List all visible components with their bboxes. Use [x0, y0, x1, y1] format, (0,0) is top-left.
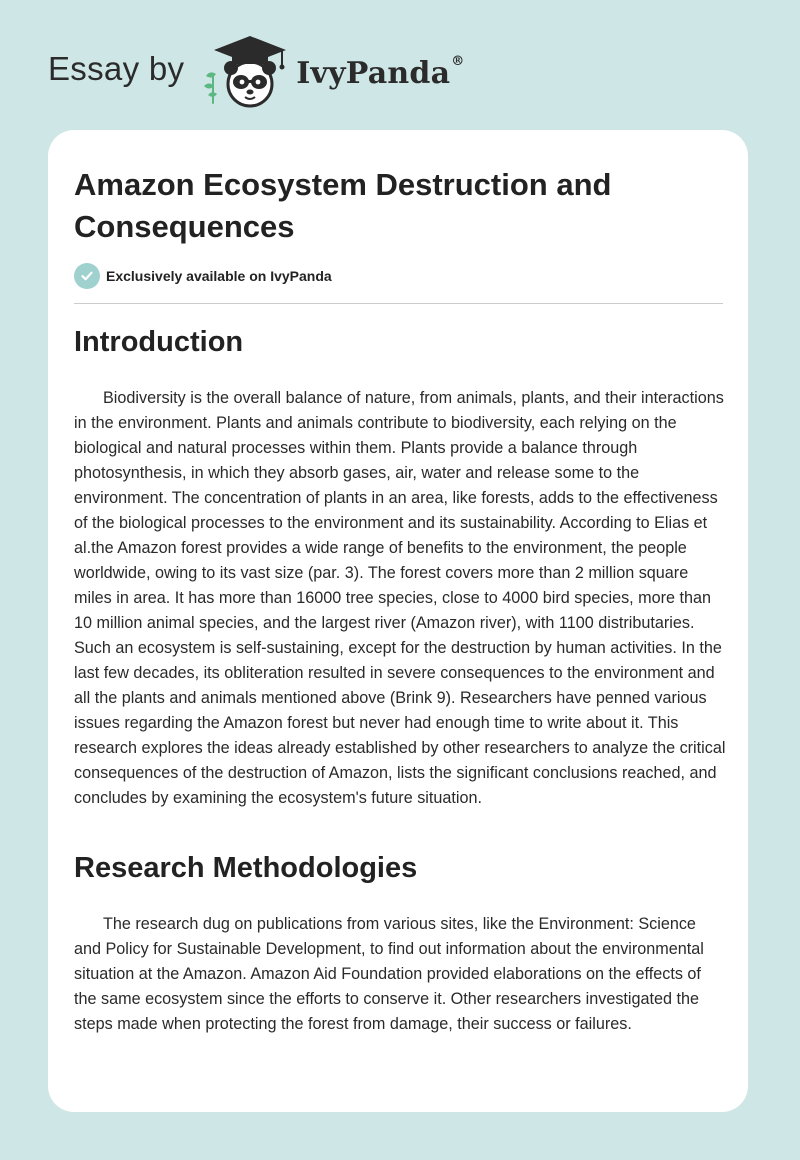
essay-title: Amazon Ecosystem Destruction and Consequences: [74, 167, 612, 244]
title-divider: [74, 303, 723, 304]
section-body-introduction: Biodiversity is the overall balance of nature, from animals, plants, and their interactions in the environment. Plants and animals contribute to biodiversity, each relying on the biological and natural processes within them. Plants provide a balance through photosynthesis, in which they absorb gases, air, water and release some to the environment. The concentration of plants in an area, like forests, adds to the effectiveness of the biological processes to the environment and its sustainability. According to Elias et al.the Amazon forest provides a wide range of benefits to the environment, the people worldwide, owing to its vast size (par. 3). The forest covers more than 2 million square miles in area. It has more than 16000 tree species, close to 4000 bird species, more than 10 million animal species, and the largest river (Amazon river), with 1100 distributaries. Such an ecosystem is self-sustaining, except for the destruction by human activities. In the last few decades, its obliteration resulted in severe consequences to the environment and all the plants and animals mentioned above (Brink 9). Researchers have penned various issues regarding the Amazon forest but never had enough time to write about it. This research explores the ideas already established by other researchers to analyze the critical consequences of the destruction of Amazon, lists the significant conclusions reached, and concludes by examining the ecosystem's future situation.: [74, 389, 726, 807]
panda-graduation-cap-icon[interactable]: [198, 32, 294, 112]
essay-card: [48, 130, 748, 1112]
site-header: [48, 32, 464, 112]
section-heading-introduction: Introduction: [74, 326, 244, 358]
exclusive-badge: [74, 263, 332, 289]
registered-mark: ®: [451, 53, 465, 69]
brand-name-text: IvyPanda: [296, 55, 451, 91]
essay-by-label: Essay by: [48, 50, 185, 87]
section-body-research-methodologies: The research dug on publications from various sites, like the Environment: Science and Policy for Sustainable Development, to find out information about the environmental situation at the Amazon. Amazon Aid Foundation provided elaborations on the effects of the same ecosystem since the efforts to conserve it. Other researchers investigated the steps made when protecting the forest from damage, their success or failures.: [74, 915, 704, 1033]
section-heading-research-methodologies: Research Methodologies: [74, 852, 418, 884]
exclusive-badge-text: Exclusively available on IvyPanda: [106, 268, 332, 284]
brand-name[interactable]: [296, 53, 465, 91]
check-circle-icon: [74, 263, 100, 289]
